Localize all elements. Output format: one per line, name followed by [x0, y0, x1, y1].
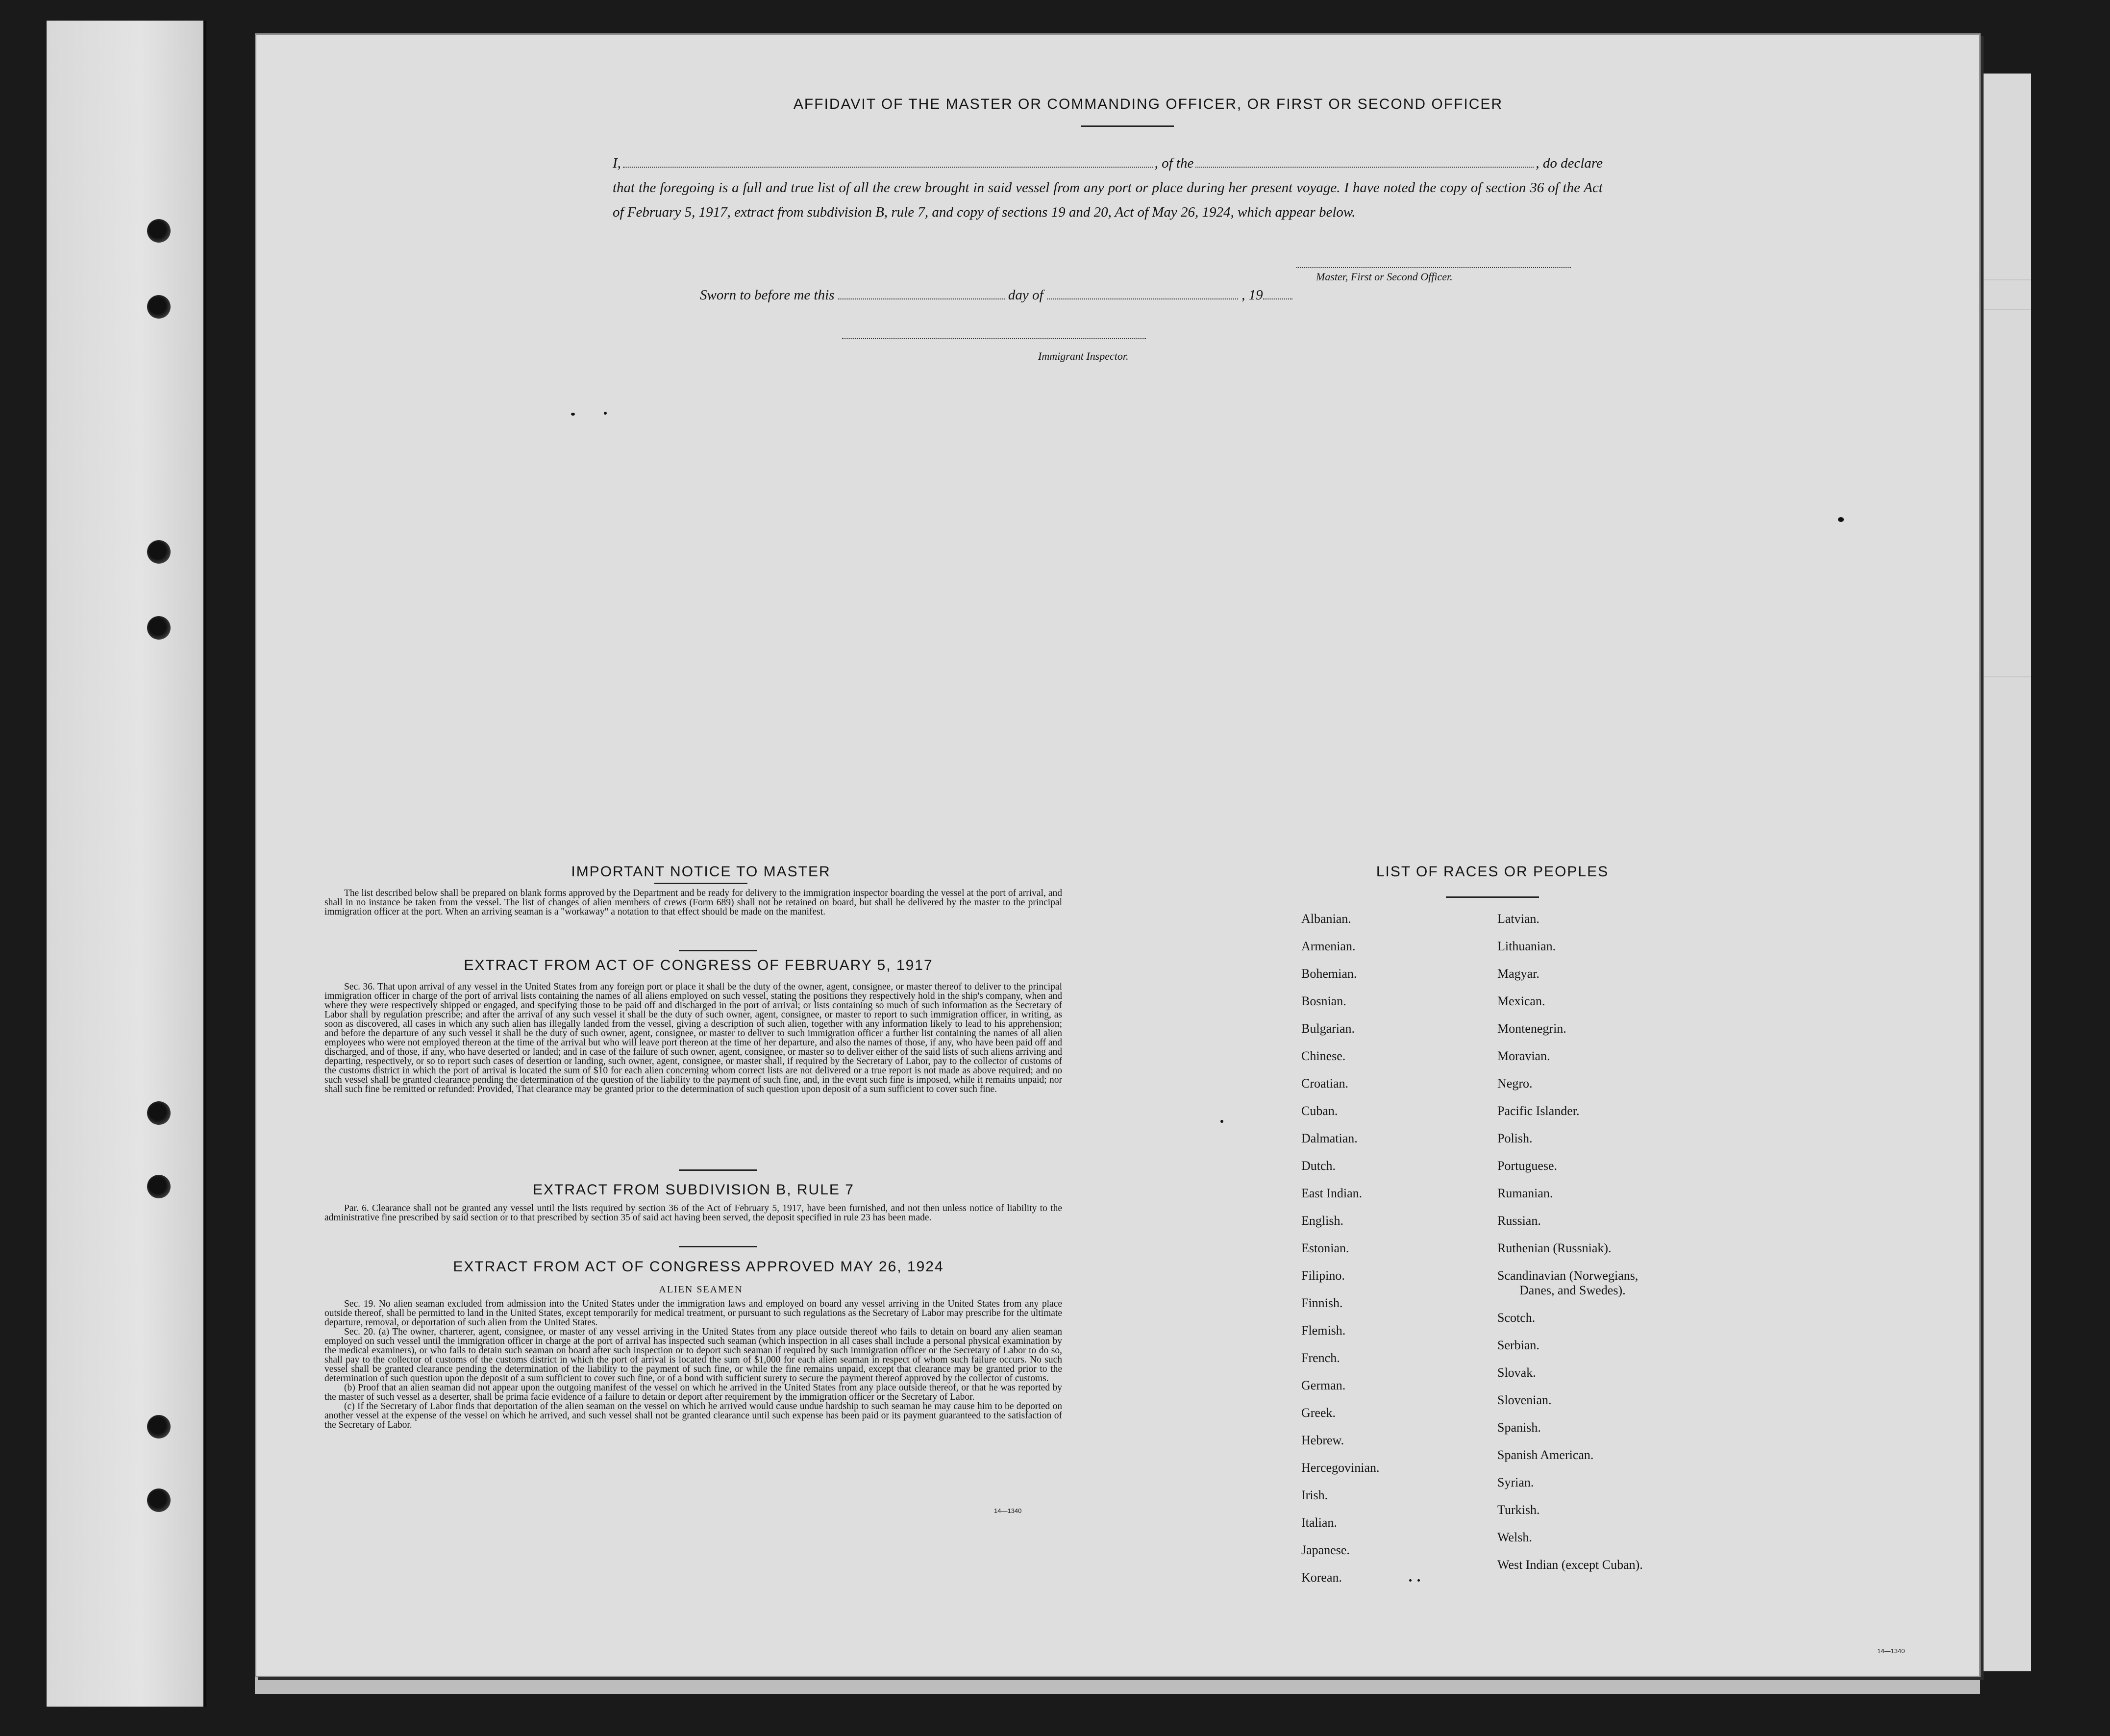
binding-hole: [147, 219, 171, 243]
race-item: Scandinavian (Norwegians,: [1497, 1268, 1638, 1283]
inspector-caption: Immigrant Inspector.: [1038, 350, 1129, 362]
divider: [1081, 125, 1174, 127]
sworn-day-blank[interactable]: [838, 287, 1005, 299]
extract-1924-body: [324, 1299, 1062, 1430]
binding-hole: [147, 616, 171, 640]
race-item: Scotch.: [1497, 1311, 1536, 1325]
race-item: Korean.: [1301, 1570, 1342, 1585]
binding-hole: [147, 295, 171, 319]
extract-rule7-body: Par. 6. Clearance shall not be granted any vessel until the lists required by section 36 of the Act of February 5, 1917, have been furnished, and not then unless notice of liability to the administrative fine prescribed by said section or to that prescribed by section 35 of said act having been served, the deposit specified in rule 23 has been made.: [324, 1203, 1062, 1223]
divider: [679, 950, 757, 951]
race-item: Cuban.: [1301, 1104, 1338, 1118]
inspector-signature-line[interactable]: [842, 338, 1146, 339]
race-item: Mexican.: [1497, 994, 1545, 1008]
race-item: Japanese.: [1301, 1543, 1350, 1557]
race-item: Lithuanian.: [1497, 939, 1556, 953]
sworn-text: Sworn to before me this: [700, 287, 835, 303]
race-item: Dutch.: [1301, 1159, 1336, 1173]
divider: [654, 883, 747, 884]
binding-hole: [147, 1101, 171, 1125]
race-item: Bohemian.: [1301, 967, 1357, 981]
sec-20a-text: Sec. 20. (a) The owner, charterer, agent, consignee, or master of any vessel arriving in the United States from any place outside thereof who fails to detain on board any alien seaman employed on such vessel until the immigration officer in charge at the port of arrival has inspected such seaman (which inspection in all cases shall include a personal physical examination by the medical examiners), or who fails to detain such seaman on board after such inspection or to deport such seaman if required by such immigration officer or the Secretary of Labor to do so, shall pay to the collector of customs of the customs district in which the port of arrival is located the sum of $1,000 for each alien seaman in respect of whom such failure occurs. No such vessel shall be granted clearance pending the determination of the liability to the payment of such fine, or while the fine remains unpaid, except that clearance may be granted prior to the determination of such question upon the deposit of a sum sufficient to cover such fine, or of a bond with sufficient surety to secure the payment thereof approved by the collector of customs.: [324, 1327, 1062, 1384]
race-item: Turkish.: [1497, 1503, 1540, 1517]
year-prefix: , 19: [1241, 287, 1263, 303]
race-item: Ruthenian (Russniak).: [1497, 1241, 1612, 1255]
race-item: East Indian.: [1301, 1186, 1363, 1200]
sec-20c-text: (c) If the Secretary of Labor finds that deportation of the alien seaman on the vessel on which he arrived would cause undue hardship to such seaman he may cause him to be deported on another vessel at the expense of the vessel on which he arrived, and such vessel shall not be granted clearance until such expense has been paid or its payment guaranteed to the satisfaction of the Secretary of Labor.: [324, 1401, 1062, 1430]
sec-20b-text: (b) Proof that an alien seaman did not appear upon the outgoing manifest of the vessel on which he arrived in the United States from any place outside thereof, or that he was reported by the master of such vessel as a deserter, shall be prima facie evidence of a failure to detain or deport after requirement by the immigration officer or the Secretary of Labor.: [324, 1383, 1062, 1402]
notice-body: The list described below shall be prepared on blank forms approved by the Department and be ready for delivery to the immigration inspector boarding the vessel at the port of arrival, and shall in no instance be taken from the vessel. The list of changes of alien members of crews (Form 689) shall not be retained on board, but shall be delivered by the master to the principal immigration officer at the port. When an arriving seaman is a "workaway" a notation to that effect should be made on the manifest.: [324, 888, 1062, 917]
race-item: Slovak.: [1497, 1365, 1536, 1380]
affidavit-body: [613, 151, 1603, 224]
form-page: [255, 33, 1981, 1677]
race-item: Finnish.: [1301, 1296, 1343, 1310]
race-item: Albanian.: [1301, 912, 1351, 926]
race-item: Russian.: [1497, 1214, 1541, 1228]
day-of-text: day of: [1008, 287, 1043, 303]
race-item: Negro.: [1497, 1076, 1533, 1091]
divider: [679, 1169, 757, 1171]
race-item: Italian.: [1301, 1515, 1337, 1530]
binding-hole: [147, 1175, 171, 1198]
master-signature-line[interactable]: [1296, 267, 1571, 268]
extract-rule7-title: EXTRACT FROM SUBDIVISION B, RULE 7: [533, 1182, 854, 1198]
divider: [679, 1246, 757, 1247]
race-item: Danes, and Swedes).: [1519, 1283, 1626, 1297]
race-item: Flemish.: [1301, 1323, 1346, 1338]
race-item: Bosnian.: [1301, 994, 1346, 1008]
race-item: Syrian.: [1497, 1475, 1534, 1489]
binding-hole: [147, 1415, 171, 1438]
extract-form-number: 14—1340: [994, 1507, 1022, 1514]
name-blank[interactable]: [623, 155, 1153, 168]
binding-hole: [147, 1488, 171, 1512]
race-item: Croatian.: [1301, 1076, 1349, 1091]
race-item: Montenegrin.: [1497, 1021, 1566, 1036]
race-item: Portuguese.: [1497, 1159, 1558, 1173]
master-caption: Master, First or Second Officer.: [1316, 271, 1453, 283]
race-item: French.: [1301, 1351, 1340, 1365]
race-item: Spanish American.: [1497, 1448, 1594, 1462]
race-item: West Indian (except Cuban).: [1497, 1558, 1643, 1572]
left-binding-strip: [47, 21, 206, 1707]
race-item: Filipino.: [1301, 1268, 1345, 1283]
race-item: Chinese.: [1301, 1049, 1346, 1063]
race-item: Dalmatian.: [1301, 1131, 1358, 1145]
race-item: Serbian.: [1497, 1338, 1539, 1352]
race-item: English.: [1301, 1214, 1343, 1228]
race-item: Armenian.: [1301, 939, 1356, 953]
race-item: Hebrew.: [1301, 1433, 1344, 1447]
affidavit-do-declare: , do declare: [1536, 155, 1603, 171]
sworn-month-blank[interactable]: [1047, 287, 1238, 299]
extract-1924-title: EXTRACT FROM ACT OF CONGRESS APPROVED MAY 26, 1924: [453, 1259, 944, 1275]
divider: [1446, 896, 1539, 898]
race-item: Latvian.: [1497, 912, 1539, 926]
race-item: Estonian.: [1301, 1241, 1349, 1255]
race-item: Irish.: [1301, 1488, 1328, 1502]
race-item: Greek.: [1301, 1406, 1336, 1420]
affidavit-title: AFFIDAVIT OF THE MASTER OR COMMANDING OFFICER, OR FIRST OR SECOND OFFICER: [793, 96, 1503, 112]
race-item: Moravian.: [1497, 1049, 1550, 1063]
races-title: LIST OF RACES OR PEOPLES: [1376, 864, 1609, 880]
race-item: Polish.: [1497, 1131, 1533, 1145]
race-item: Rumanian.: [1497, 1186, 1553, 1200]
affidavit-statement: that the foregoing is a full and true list of all the crew brought in said vessel from any port or place during her present voyage. I have noted the copy of section 36 of the Act of February 5, 1917, extract from subdivision B, rule 7, and copy of sections 19 and 20, Act of May 26, 1924, which appear below.: [613, 180, 1603, 220]
extract-1917-title: EXTRACT FROM ACT OF CONGRESS OF FEBRUARY 5, 1917: [464, 957, 933, 973]
sworn-line: [700, 287, 1292, 303]
race-item: Pacific Islander.: [1497, 1104, 1580, 1118]
extract-1917-body: Sec. 36. That upon arrival of any vessel in the United States from any foreign port or place it shall be the duty of the owner, agent, consignee, or master thereof to deliver to the principal immigration officer in charge of the port of arrival lists containing the names of all aliens employed on such vessel, stating the positions they respectively hold in the ship's company, when and where they were respectively shipped or engaged, and specifying those to be paid off and discharged in the port of arrival; or lists containing so much of such information as the Secretary of Labor shall by regulation prescribe; and after the arrival of any such vessel it shall be the duty of such owner, agent, consignee, or master to report to such immigration officer, in writing, as soon as discovered, all cases in which any such alien has illegally landed from the vessel, giving a description of such alien, together with any information likely to lead to his apprehension; and before the departure of any such vessel it shall be the duty of such owner, agent, consignee, or master to deliver to such immigration officer a further list containing the names of all alien employees who were not employed thereon at the time of the arrival but who will leave port thereon at the time of her departure, and also the names of those, if any, who have been paid off and discharged, and of those, if any, who have deserted or landed; and in case of the failure of such owner, agent, consignee, or master so to deliver either of the said lists of such aliens arriving and departing, respectively, or so to report such cases of desertion or landing, such owner, agent, consignee, or master shall, if required by the Secretary of Labor, pay to the collector of customs of the customs district in which the port of arrival is located the sum of $10 for each alien concerning whom correct lists are not delivered or a true report is not made as above required; and no such vessel shall be granted clearance pending the determination of the question of the liability to the payment of such fine, and, in the event such fine is imposed, while it remains unpaid; nor shall such fine be remitted or refunded: Provided, That clearance may be granted prior to the determination of such question upon deposit of a sum sufficient to cover such fine.: [324, 982, 1062, 1094]
race-item: Magyar.: [1497, 967, 1539, 981]
page-edge: [255, 1674, 1980, 1694]
race-item: German.: [1301, 1378, 1346, 1392]
vessel-blank[interactable]: [1195, 155, 1534, 168]
race-item: Welsh.: [1497, 1530, 1532, 1544]
race-item: Spanish.: [1497, 1420, 1541, 1435]
affidavit-i: I,: [613, 155, 621, 171]
sworn-year-blank[interactable]: [1263, 287, 1292, 299]
notice-title: IMPORTANT NOTICE TO MASTER: [571, 864, 831, 880]
binding-hole: [147, 540, 171, 564]
race-item: Hercegovinian.: [1301, 1461, 1380, 1475]
page-form-number: 14—1340: [1877, 1647, 1905, 1655]
affidavit-of-the: , of the: [1154, 155, 1194, 171]
sec-19-text: Sec. 19. No alien seaman excluded from admission into the United States under the immigration laws and employed on board any vessel arriving in the United States from any place outside thereof, shall be permitted to land in the United States, except temporarily for medical treatment, or pursuant to such regulations as the Secretary of Labor may prescribe for the ultimate departure, removal, or deportation of such alien from the United States.: [324, 1299, 1062, 1328]
race-item: Bulgarian.: [1301, 1021, 1355, 1036]
alien-seamen-subtitle: ALIEN SEAMEN: [659, 1284, 743, 1295]
race-item: Slovenian.: [1497, 1393, 1552, 1407]
